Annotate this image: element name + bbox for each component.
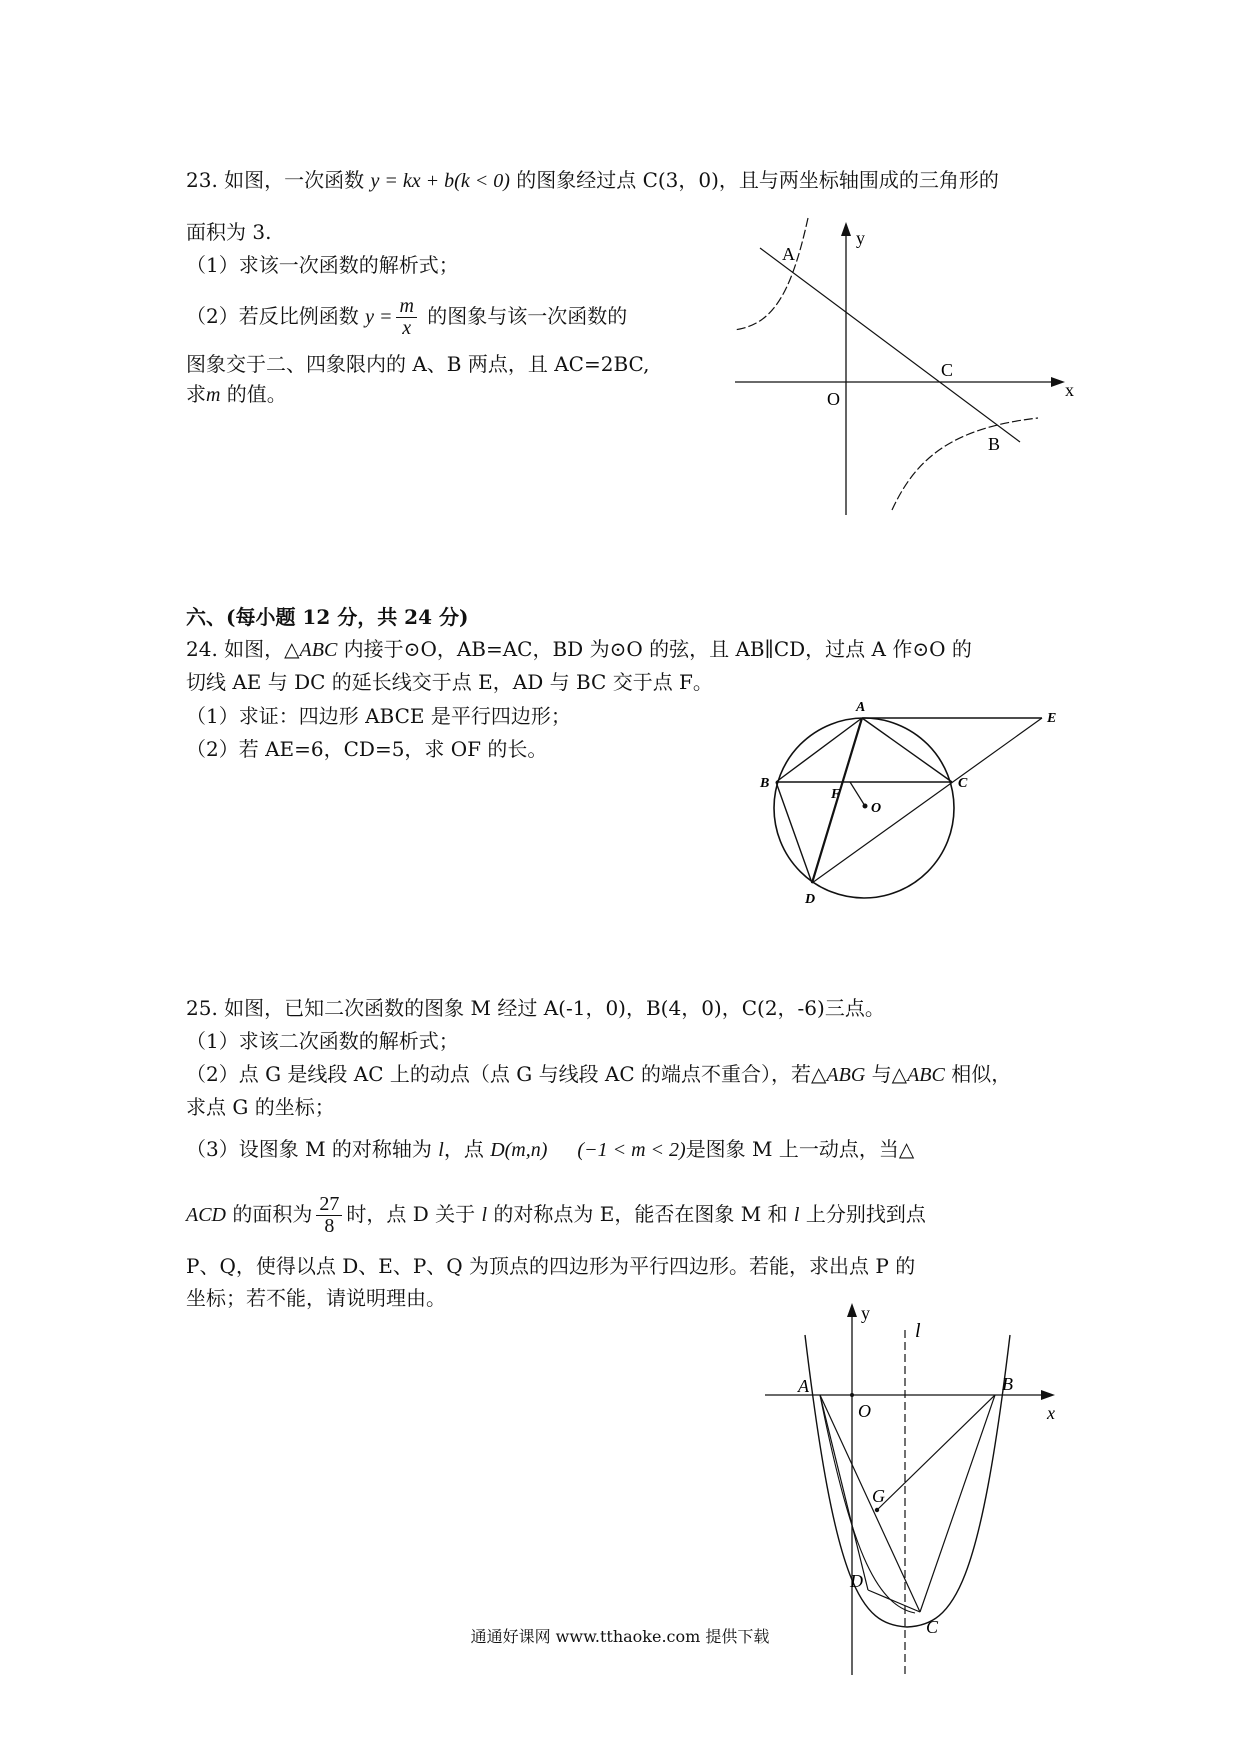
q25-x-arrow xyxy=(1041,1390,1055,1400)
q24-line2: 切线 AE 与 DC 的延长线交于点 E，AD 与 BC 交于点 F。 xyxy=(186,670,713,694)
q23-x-arrow xyxy=(1051,377,1065,387)
q23-line6-text-b: 的值。 xyxy=(220,382,287,406)
q25-part2 xyxy=(186,1060,1011,1089)
q23-fraction-num: m xyxy=(396,296,416,318)
q25-label-x: x xyxy=(1047,1403,1055,1423)
q24-label-o: O xyxy=(871,801,882,816)
q25-inner-curve xyxy=(820,1395,915,1613)
q23-part2 xyxy=(186,296,627,339)
q24-part1: （1）求证：四边形 ABCE 是平行四边形； xyxy=(186,704,571,728)
q23-label-o: O xyxy=(827,389,840,409)
q25-label-l: l xyxy=(915,1320,921,1342)
q25-segment-ad xyxy=(820,1395,868,1590)
q23-line2: 面积为 3. xyxy=(186,220,272,244)
q24-segment-ac xyxy=(862,718,952,782)
q23-part2-text-a: （2）若反比例函数 xyxy=(186,304,366,328)
q23-equation: y = kx + b(k < 0) xyxy=(370,170,510,192)
q25-origin-dot xyxy=(850,1393,854,1397)
q23-part2-lhs: y = xyxy=(365,306,393,328)
q25-part3 xyxy=(186,1135,914,1164)
q24-figure xyxy=(750,695,1080,915)
q23-label-a: A xyxy=(782,244,795,264)
page-footer: 通通好课网 www.tthaoke.com 提供下载 xyxy=(470,1627,770,1646)
section6-heading: 六、(每小题 12 分，共 24 分) xyxy=(186,605,469,629)
q24-line1 xyxy=(186,635,972,664)
q24-center-dot xyxy=(863,804,868,809)
q25-y-arrow xyxy=(847,1303,857,1317)
q24-label-d: D xyxy=(805,892,816,907)
q25-line6 xyxy=(186,1194,926,1237)
q25-triangle-acd: ACD xyxy=(186,1204,226,1226)
q24-segment-bd xyxy=(776,782,812,883)
q23-label-c: C xyxy=(941,360,954,380)
q25-line8: 坐标；若不能，请说明理由。 xyxy=(186,1286,446,1310)
q23-label-y: y xyxy=(856,228,865,248)
q25-fraction-num: 27 xyxy=(316,1194,342,1216)
q25-part2-text-b: 与△ xyxy=(865,1062,908,1086)
q25-part3-text-a: （3）设图象 M 的对称轴为 xyxy=(186,1137,439,1161)
q25-label-c: C xyxy=(926,1617,939,1637)
q25-line6-l2: l xyxy=(793,1204,800,1226)
q25-label-g: G xyxy=(872,1486,885,1506)
q23-y-arrow xyxy=(841,222,851,236)
q25-figure xyxy=(765,1295,1085,1680)
q23-label-b: B xyxy=(988,434,1001,454)
q23-label-x: x xyxy=(1065,380,1074,400)
q25-line6-text-d: 上分别找到点 xyxy=(799,1202,926,1226)
q24-triangle-name: ABC xyxy=(299,639,338,661)
q23-text-b: 的图象经过点 C(3，0)，且与两坐标轴围成的三角形的 xyxy=(509,168,999,192)
q24-label-b: B xyxy=(760,776,770,791)
q23-part1: （1）求该一次函数的解析式； xyxy=(186,253,459,277)
q24-segment-ab xyxy=(776,718,862,782)
q25-line6-text-c: 的对称点为 E，能否在图象 M 和 xyxy=(487,1202,794,1226)
q23-line5: 图象交于二、四象限内的 A、B 两点，且 AC=2BC, xyxy=(186,352,650,376)
q25-triangle-abc: ABC xyxy=(907,1064,945,1086)
q25-line4: 求点 G 的坐标； xyxy=(186,1095,335,1119)
q25-fraction xyxy=(316,1194,342,1237)
q23-fraction xyxy=(396,296,416,339)
q23-line1 xyxy=(186,166,999,195)
q24-text-a: 24. 如图，△ xyxy=(186,637,300,661)
q25-point-d: D(m,n) xyxy=(490,1139,548,1161)
q25-label-b: B xyxy=(1002,1374,1013,1394)
q25-line6-text-b: 时，点 D 关于 xyxy=(346,1202,482,1226)
q24-label-f: F xyxy=(831,787,841,802)
q23-hyperbola-upper xyxy=(734,218,808,330)
q25-part2-text-c: 相似， xyxy=(944,1062,1012,1086)
q23-line6-m: m xyxy=(206,384,221,406)
q25-part3-text-b: ，点 xyxy=(443,1137,491,1161)
q25-part2-text-a: （2）点 G 是线段 AC 上的动点（点 G 与线段 AC 的端点不重合），若△ xyxy=(186,1062,827,1086)
q24-part2: （2）若 AE=6，CD=5，求 OF 的长。 xyxy=(186,737,548,761)
q25-condition: (−1 < m < 2) xyxy=(577,1139,686,1161)
q23-fraction-den: x xyxy=(402,317,412,339)
q25-label-a: A xyxy=(798,1376,809,1396)
q25-label-y: y xyxy=(861,1303,870,1323)
q24-label-c: C xyxy=(958,776,968,791)
q25-line7: P、Q，使得以点 D、E、P、Q 为顶点的四边形为平行四边形。若能，求出点 P 的 xyxy=(186,1254,916,1278)
q23-linear-graph xyxy=(760,248,1020,442)
q24-segment-fo xyxy=(850,782,865,806)
q25-label-d: D xyxy=(850,1571,863,1591)
q23-line6 xyxy=(186,380,287,409)
q25-label-o: O xyxy=(858,1401,871,1421)
q23-text-a: 23. 如图，一次函数 xyxy=(186,168,371,192)
q24-text-b: 内接于⊙O，AB=AC，BD 为⊙O 的弦，且 AB∥CD，过点 A 作⊙O 的 xyxy=(337,637,972,661)
q25-triangle-abg: ABG xyxy=(826,1064,866,1086)
q25-line1: 25. 如图，已知二次函数的图象 M 经过 A(-1，0)，B(4，0)，C(2，-6)三点。 xyxy=(186,996,885,1020)
q23-figure xyxy=(720,210,1100,530)
q25-segment-dc xyxy=(868,1590,920,1612)
q23-line6-text-a: 求 xyxy=(186,382,206,406)
q25-line6-l: l xyxy=(481,1204,488,1226)
q25-part3-l: l xyxy=(438,1139,444,1161)
q25-line6-text-a: 的面积为 xyxy=(226,1202,313,1226)
q24-label-a: A xyxy=(856,700,866,715)
q25-segment-bg xyxy=(877,1395,995,1510)
q25-point-g xyxy=(875,1508,879,1512)
q23-part2-text-b: 的图象与该一次函数的 xyxy=(420,304,628,328)
q25-part1: （1）求该二次函数的解析式； xyxy=(186,1029,459,1053)
q24-label-e: E xyxy=(1047,711,1057,726)
q25-fraction-den: 8 xyxy=(324,1215,335,1237)
q23-hyperbola-lower xyxy=(892,418,1038,510)
q25-part3-text-c: 是图象 M 上一动点，当△ xyxy=(685,1137,915,1161)
